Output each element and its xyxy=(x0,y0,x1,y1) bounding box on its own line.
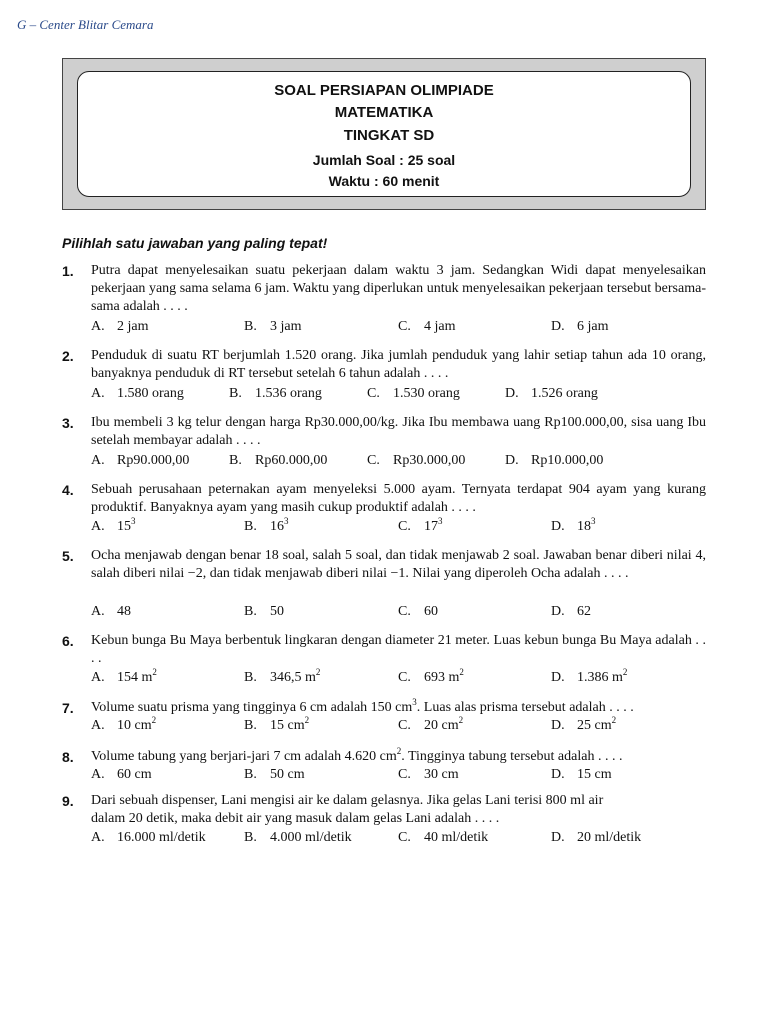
exponent: 2 xyxy=(611,715,617,725)
question-number: 8. xyxy=(62,749,74,765)
option-value: 693 m xyxy=(424,670,460,685)
question-text: Putra dapat menyelesaikan suatu pekerjaan dalam waktu 3 jam. Sedangkan Widi dapat menyelesaikan pekerjaan yang sama selama 6 jam. Waktu yang diperlukan untuk menyelesaikan pekerjaan tersebut bersama-sama adalah . . . . xyxy=(91,263,706,314)
option-value: 18 xyxy=(577,519,591,534)
option-label: C. xyxy=(398,604,411,619)
option-b[interactable] xyxy=(244,669,320,687)
option-c[interactable] xyxy=(398,518,443,536)
option-b[interactable] xyxy=(244,603,284,621)
option-value: 17 xyxy=(424,519,438,534)
option-c[interactable] xyxy=(398,669,464,687)
exponent: 3 xyxy=(438,516,443,526)
option-d[interactable] xyxy=(551,318,609,336)
option-a[interactable] xyxy=(91,717,156,735)
answer-options xyxy=(91,766,706,784)
option-value: 10 cm xyxy=(117,718,152,733)
option-value: 50 xyxy=(270,604,284,619)
question-text-rest: . Tingginya tabung tersebut adalah . . . . xyxy=(401,749,623,764)
option-value: Rp10.000,00 xyxy=(531,453,604,468)
title-box-frame xyxy=(62,58,706,210)
option-label: A. xyxy=(91,670,105,685)
exponent: 2 xyxy=(152,667,157,677)
option-label: D. xyxy=(551,319,565,334)
option-a[interactable] xyxy=(91,669,157,687)
option-label: B. xyxy=(244,319,257,334)
exponent: 3 xyxy=(591,516,596,526)
option-d[interactable] xyxy=(551,829,641,847)
answer-options xyxy=(91,318,706,336)
option-d[interactable] xyxy=(505,385,598,403)
answer-options xyxy=(91,385,706,403)
option-b[interactable] xyxy=(229,385,322,403)
question-number: 1. xyxy=(62,263,74,279)
option-label: A. xyxy=(91,319,105,334)
option-value: 3 jam xyxy=(270,319,302,334)
option-label: C. xyxy=(398,670,411,685)
option-label: C. xyxy=(398,718,411,733)
option-c[interactable] xyxy=(367,385,460,403)
option-value: 15 xyxy=(117,519,131,534)
option-value: 30 cm xyxy=(424,767,459,782)
option-value: 40 ml/detik xyxy=(424,830,489,845)
exponent: 2 xyxy=(459,667,464,677)
answer-options xyxy=(91,669,706,687)
option-label: B. xyxy=(229,453,242,468)
option-a[interactable] xyxy=(91,318,149,336)
question-text xyxy=(91,792,706,828)
option-b[interactable] xyxy=(229,452,327,470)
option-label: B. xyxy=(244,718,257,733)
option-value: 25 cm xyxy=(577,718,612,733)
question-number: 2. xyxy=(62,348,74,364)
exponent: 2 xyxy=(458,715,464,725)
option-value: 1.580 orang xyxy=(117,386,184,401)
option-d[interactable] xyxy=(551,603,591,621)
option-label: D. xyxy=(551,604,565,619)
option-c[interactable] xyxy=(367,452,465,470)
exponent: 3 xyxy=(412,697,417,707)
option-label: A. xyxy=(91,453,105,468)
question-text xyxy=(91,748,706,766)
option-value: 1.530 orang xyxy=(393,386,460,401)
answer-options xyxy=(91,518,706,536)
question-text-line: Dari sebuah dispenser, Lani mengisi air ke dalam gelasnya. Jika gelas Lani terisi 800 ml air xyxy=(91,793,604,808)
option-label: C. xyxy=(398,319,411,334)
option-label: A. xyxy=(91,386,105,401)
answer-options xyxy=(91,603,706,621)
option-d[interactable] xyxy=(551,766,612,784)
option-value: 62 xyxy=(577,604,591,619)
exponent: 3 xyxy=(284,516,289,526)
exponent: 2 xyxy=(315,667,321,677)
option-a[interactable] xyxy=(91,518,136,536)
header-note: G – Center Blitar Cemara xyxy=(17,17,154,32)
option-value: 60 xyxy=(424,604,438,619)
option-b[interactable] xyxy=(244,829,352,847)
level-line: TINGKAT SD xyxy=(343,127,435,144)
option-label: B. xyxy=(244,830,257,845)
exponent: 2 xyxy=(622,667,628,677)
question-text: Kebun bunga Bu Maya berbentuk lingkaran dengan diameter 21 meter. Luas kebun bunga Bu Maya adalah . . . . xyxy=(91,633,706,666)
option-label: D. xyxy=(551,718,565,733)
option-value: 20 cm xyxy=(424,718,459,733)
option-label: A. xyxy=(91,830,105,845)
option-a[interactable] xyxy=(91,603,131,621)
option-label: C. xyxy=(367,386,380,401)
question-number: 3. xyxy=(62,415,74,431)
option-label: D. xyxy=(505,386,519,401)
question-text: Ocha menjawab dengan benar 18 soal, salah 5 soal, dan tidak menjawab 2 soal. Jawaban benar diberi nilai 4, salah diberi nilai −2, dan tidak menjawab diberi nilai −1. Nilai yang diperoleh Ocha adalah . . . . xyxy=(91,548,706,581)
question-number: 6. xyxy=(62,633,74,649)
option-label: C. xyxy=(398,830,411,845)
option-value: 60 cm xyxy=(117,767,152,782)
option-label: A. xyxy=(91,604,105,619)
option-label: D. xyxy=(551,830,565,845)
question-number: 9. xyxy=(62,793,74,809)
option-value: 154 m xyxy=(117,670,153,685)
option-value: Rp90.000,00 xyxy=(117,453,190,468)
exponent: 2 xyxy=(151,715,157,725)
option-c[interactable] xyxy=(398,717,463,735)
answer-options xyxy=(91,452,706,470)
answer-options xyxy=(91,829,706,847)
question-text-main: Volume tabung yang berjari-jari 7 cm adalah 4.620 cm xyxy=(91,749,397,764)
option-d[interactable] xyxy=(551,518,596,536)
option-value: 1.536 orang xyxy=(255,386,322,401)
option-label: A. xyxy=(91,519,105,534)
title-line: SOAL PERSIAPAN OLIMPIADE xyxy=(274,82,494,99)
option-value: 50 cm xyxy=(270,767,305,782)
exponent: 3 xyxy=(131,516,136,526)
exponent: 2 xyxy=(304,715,310,725)
option-c[interactable] xyxy=(398,766,459,784)
question-count-line: Jumlah Soal : 25 soal xyxy=(312,152,456,168)
option-value: 16 xyxy=(270,519,284,534)
option-b[interactable] xyxy=(244,318,302,336)
option-value: 4 jam xyxy=(424,319,456,334)
question-text-rest: . Luas alas prisma tersebut adalah . . . . xyxy=(416,700,634,715)
question-number: 5. xyxy=(62,548,74,564)
option-d[interactable] xyxy=(551,717,616,735)
question-text-line: dalam 20 detik, maka debit air yang masuk dalam gelas Lani adalah . . . . xyxy=(91,811,500,826)
option-value: 20 ml/detik xyxy=(577,830,642,845)
question-text: Sebuah perusahaan peternakan ayam menyeleksi 5.000 ayam. Ternyata terdapat 904 ayam yang kurang produktif. Banyaknya ayam yang masih cukup produktif adalah . . . . xyxy=(91,482,706,515)
question-text-main: Volume suatu prisma yang tingginya 6 cm adalah 150 cm xyxy=(91,700,413,715)
option-a[interactable] xyxy=(91,452,189,470)
option-value: 15 cm xyxy=(577,767,612,782)
option-label: A. xyxy=(91,767,105,782)
option-b[interactable] xyxy=(244,717,309,735)
subject-line: MATEMATIKA xyxy=(334,104,434,121)
question-text: Ibu membeli 3 kg telur dengan harga Rp30.000,00/kg. Jika Ibu membawa uang Rp100.000,00, sisa uang Ibu setelah membayar adalah . . . . xyxy=(91,415,706,448)
exponent: 2 xyxy=(396,746,402,756)
option-a[interactable] xyxy=(91,766,152,784)
answer-options xyxy=(91,717,706,735)
option-label: B. xyxy=(229,386,242,401)
option-value: 48 xyxy=(117,604,131,619)
option-label: B. xyxy=(244,604,257,619)
option-label: D. xyxy=(551,767,565,782)
option-value: 346,5 m xyxy=(270,670,316,685)
option-label: A. xyxy=(91,718,105,733)
option-a[interactable] xyxy=(91,385,184,403)
option-d[interactable] xyxy=(505,452,603,470)
option-label: D. xyxy=(551,670,565,685)
option-value: 1.386 m xyxy=(577,670,623,685)
option-label: C. xyxy=(398,767,411,782)
option-value: 4.000 ml/detik xyxy=(270,830,352,845)
option-label: C. xyxy=(367,453,380,468)
option-value: Rp60.000,00 xyxy=(255,453,328,468)
option-a[interactable] xyxy=(91,829,206,847)
time-limit-line: Waktu : 60 menit xyxy=(328,173,440,189)
option-value: 1.526 orang xyxy=(531,386,598,401)
instruction-text: Pilihlah satu jawaban yang paling tepat! xyxy=(62,235,328,251)
question-number: 7. xyxy=(62,700,74,716)
option-c[interactable] xyxy=(398,318,456,336)
title-box xyxy=(77,71,691,197)
option-c[interactable] xyxy=(398,829,488,847)
option-value: 6 jam xyxy=(577,319,609,334)
option-value: Rp30.000,00 xyxy=(393,453,466,468)
option-label: C. xyxy=(398,519,411,534)
question-number: 4. xyxy=(62,482,74,498)
option-label: B. xyxy=(244,519,257,534)
option-value: 15 cm xyxy=(270,718,305,733)
option-label: D. xyxy=(505,453,519,468)
option-c[interactable] xyxy=(398,603,438,621)
option-d[interactable] xyxy=(551,669,627,687)
option-b[interactable] xyxy=(244,766,305,784)
option-label: B. xyxy=(244,767,257,782)
option-value: 16.000 ml/detik xyxy=(117,830,206,845)
option-value: 2 jam xyxy=(117,319,149,334)
option-b[interactable] xyxy=(244,518,289,536)
option-label: D. xyxy=(551,519,565,534)
question-text: Penduduk di suatu RT berjumlah 1.520 orang. Jika jumlah penduduk yang lahir setiap tahun ada 10 orang, banyaknya penduduk di RT tersebut setelah 6 tahun adalah . . . . xyxy=(91,348,706,381)
option-label: B. xyxy=(244,670,257,685)
